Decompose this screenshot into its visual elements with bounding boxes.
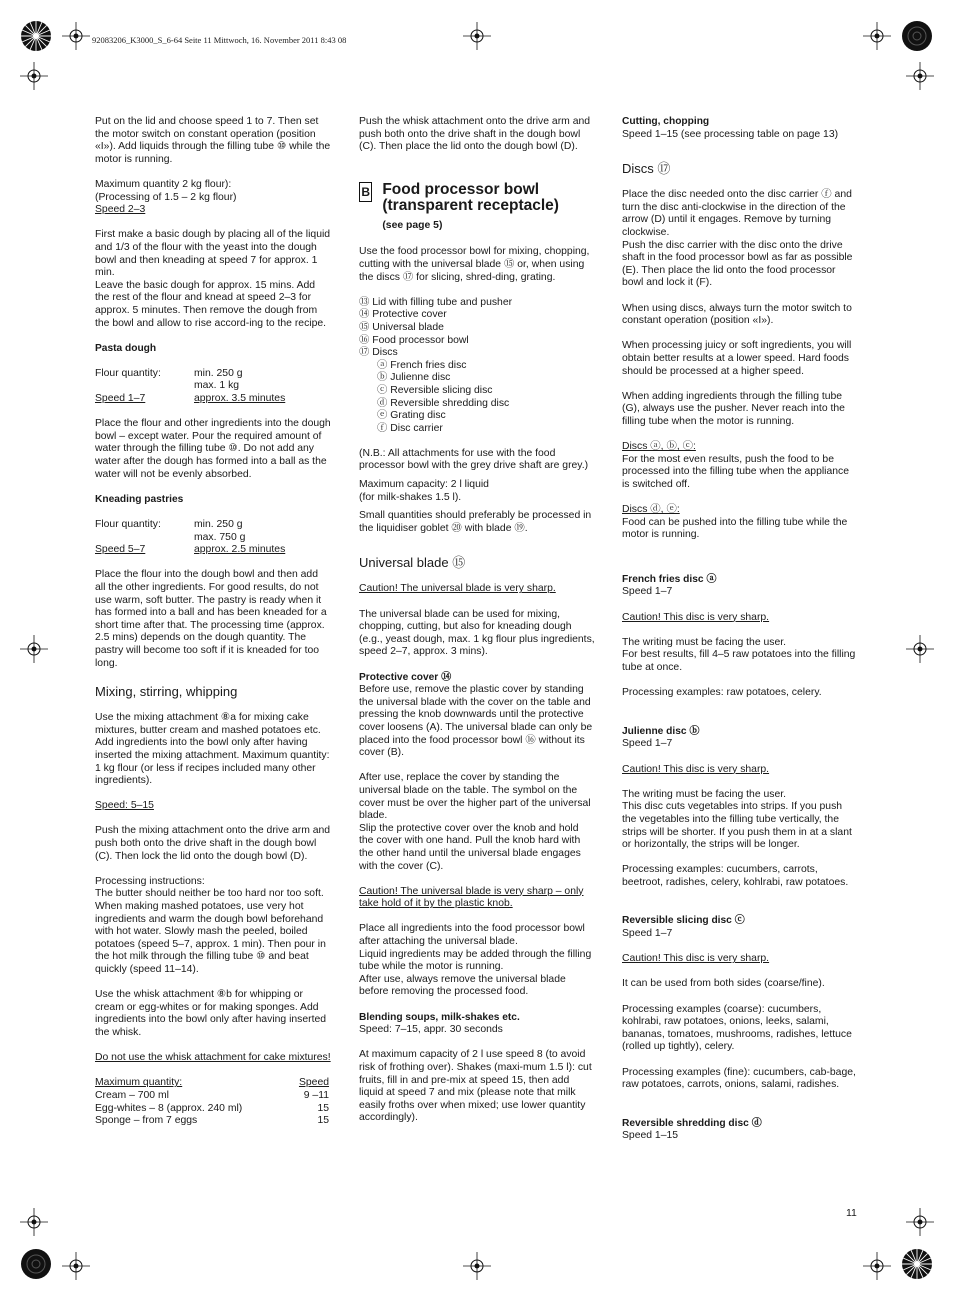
quantity-header: Maximum quantity: [95,1077,183,1089]
registration-wheel-bottom-right [901,1248,933,1280]
paragraph [622,637,858,675]
jul-text: The writing must be facing the user. [622,788,787,800]
protective-cover-block [359,672,595,760]
crosshair-mark-left-3 [20,1208,48,1236]
paragraph: Use the food processor bowl for mixing, chopping, cutting with the universal blade ⑮ or, when using the discs ⑰ for slicing, shred-ding, grating. [359,246,590,283]
list-item: ⓐ French fries disc [377,359,467,371]
discs-abc-text: For the most even results, push the food to be processed into the filling tube when the appliance is switched off. [622,453,850,490]
quantity-item: Cream – 700 ml [95,1089,169,1101]
discs-de-block [622,504,858,542]
column-right [622,116,858,1156]
table-row [95,1090,329,1103]
paragraph [359,772,595,873]
paragraph: Processing examples (coarse): cucumbers, kohlrabi, raw potatoes, onions, leeks, salami, bananas, tomatoes, mushrooms, radishes, lettuce (rolled up tightly), celery. [622,1003,852,1053]
discs-heading: Discs ⑰ [622,161,671,177]
registration-wheel-top-left [20,20,52,52]
speed-header: Speed [298,1077,329,1089]
rest-dough-text: Leave the basic dough for approx. 15 mins. Add the rest of the flour and knead at speed 2–3 for approx. 5 minutes. Then remove the dough from the bowl and allow to rise accord-ing to the recipe. [95,279,327,329]
crosshair-mark-bottom-3 [863,1252,891,1280]
french-fries-block [622,574,858,599]
paragraph: Processing examples (fine): cucumbers, cab-bage, raw potatoes, carrots, onions, salami, radishes. [622,1066,856,1091]
place-text: Place all ingredients into the food processor bowl after attaching the universal blade. [359,923,585,948]
capacity-line: Maximum capacity: 2 l liquid [359,479,489,491]
crosshair-mark-left-1 [20,62,48,90]
protective-cover-text: Before use, remove the plastic cover by standing the universal blade with the cover on the table and pressing the knob downwards until the protective cover loosens (A). The universal blade can only be placed into the food processor bowl ⑯ without its cover (B). [359,684,593,759]
crosshair-mark-top-3 [863,22,891,50]
section-letter-box: B [359,182,372,202]
discs-de-label: Discs ⓓ, ⓔ: [622,504,680,516]
french-fries-heading: French fries disc ⓐ [622,573,717,585]
parts-list [359,297,595,436]
paragraph: Place the flour into the dough bowl and then add all the other ingredients. For good results, do not use warm, soft butter. The pastry is ready when it has formed into a ball and has been kneaded for a short time after that. The processing time (approx. 2.5 mins) depends on the dough quantity. The pastry will become too soft if it is kneaded for too long. [95,569,327,669]
flour-quantity-label: Flour quantity: [95,519,161,530]
paragraph: (N.B.: All attachments for use with the food processor bowl with the grey drive shaft are grey.) [359,447,589,472]
processing-text: The butter should neither be too hard nor too soft. When making mashed potatoes, use very hot ingredients and warm the dough bowl beforehand with hot water. Slowly mash the peeled, boiled potatoes (speed 5–7, approx. 1 min). Then pour in the hot milk through the filling tube ⑩ and beat quickly (speed 11–14). [95,888,326,975]
quantity-speed: 15 [317,1115,329,1127]
flour-max: max. 750 g [194,531,246,543]
crosshair-mark-top-2 [463,22,491,50]
julienne-block [622,726,858,751]
section-b-header [359,182,595,233]
disc-warning: Caution! This disc is very sharp. [622,953,770,965]
discs-abc-block [622,441,858,491]
speed-value: Speed 2–3 [95,204,146,216]
slicing-speed: Speed 1–7 [622,928,673,940]
paragraph [95,229,331,330]
crosshair-mark-bottom-2 [463,1252,491,1280]
list-item: ⑯ Food processor bowl [359,334,469,346]
list-item: ⓕ Disc carrier [377,422,443,434]
pasta-dough-table [95,368,285,406]
max-quantity-line: Maximum quantity 2 kg flour): [95,178,232,190]
section-title: Food processor bowl (transparent receptacle) [382,180,559,214]
list-item: ⑮ Universal blade [359,321,444,333]
shredding-heading: Reversible shredding disc ⓓ [622,1117,762,1129]
paragraph [359,923,595,999]
print-slug: 92083206_K3000_S_6-64 Seite 11 Mittwoch, 16. November 2011 8:43 08 [92,35,347,45]
paragraph [622,189,858,290]
blending-block [359,1012,595,1037]
kneading-pastries-heading: Kneading pastries [95,493,184,505]
shredding-speed: Speed 1–15 [622,1130,679,1142]
paragraph: Push the mixing attachment onto the drive arm and push both onto the drive shaft in the dough bowl (C). Then lock the lid onto the dough bowl (D). [95,825,331,862]
paragraph: When adding ingredients through the filling tube (G), always use the pusher. Never reach into the filling tube when the motor is running. [622,390,845,427]
crosshair-mark-left-2 [20,635,48,663]
speed-value: Speed: 5–15 [95,800,154,812]
quantity-speed: 15 [317,1102,329,1114]
protective-cover-heading: Protective cover ⑭ [359,671,452,683]
column-left [95,116,331,1128]
place-text: Liquid ingredients may be added through the filling tube while the motor is running. [359,948,592,973]
flour-min: min. 250 g [194,367,243,379]
max-quantity-block [95,179,331,217]
julienne-heading: Julienne disc ⓑ [622,725,700,737]
paragraph: Use the mixing attachment ⑧a for mixing cake mixtures, butter cream and mashed potatoes etc. Add ingredients into the bowl only after having inserted the mixing attachment. Maximum quantity: 1 kg flour (or less if recipes included many other ingredients). [95,712,330,787]
paragraph: The universal blade can be used for mixing, chopping, cutting, but also for kneading dough (e.g., yeast dough, max. 1 kg flour plus ingredients, speed 2–7, approx. 3 mins). [359,608,595,658]
crosshair-mark-top-1 [62,22,90,50]
paragraph: When processing juicy or soft ingredients, you will obtain better results at a lower speed. Hard foods should be processed at a higher speed. [622,340,852,377]
processing-time: approx. 2.5 minutes [194,544,286,556]
paragraph: Push the whisk attachment onto the drive arm and push both onto the drive shaft in the dough bowl (C). Then place the lid onto the dough bowl (D). [359,116,591,153]
crosshair-mark-right-3 [906,1208,934,1236]
crosshair-mark-right-1 [906,62,934,90]
paragraph: When using discs, always turn the motor switch to constant operation (position «I»). [622,302,852,327]
flour-quantity-label: Flour quantity: [95,367,161,379]
blade-warning: Caution! The universal blade is very sharp. [359,583,556,595]
paragraph [622,789,858,852]
universal-blade-heading: Universal blade ⑮ [359,555,466,571]
ff-text: The writing must be facing the user. [622,636,787,648]
shredding-block [622,1118,858,1143]
disc-warning: Caution! This disc is very sharp. [622,611,770,623]
section-subtitle: (see page 5) [382,219,443,231]
crosshair-mark-right-2 [906,635,934,663]
mixing-heading: Mixing, stirring, whipping [95,684,238,700]
quantity-item: Sponge – from 7 eggs [95,1115,198,1127]
list-item: ⓒ Reversible slicing disc [377,384,493,396]
paragraph: It can be used from both sides (coarse/fine). [622,978,825,990]
disc-warning: Caution! This disc is very sharp. [622,763,770,775]
column-middle [359,116,595,1138]
processing-range-line: (Processing of 1.5 – 2 kg flour) [95,191,237,203]
kneading-table [95,519,285,557]
flour-max: max. 1 kg [194,380,240,392]
discs-text: Push the disc carrier with the disc onto the drive shaft in the food processor bowl as far as possible (E). Then place the lid onto the food processor bowl and lock it (F). [622,239,853,289]
discs-text: Place the disc needed onto the disc carrier ⓕ and turn the disc anti-clockwise in the direction of the arrow (D) until it engages. Remove by turning clockwise. [622,189,852,238]
table-row [95,1103,329,1116]
paragraph: Small quantities should preferably be processed in the liquidiser goblet ⑳ with blade ⑲. [359,510,592,534]
ff-text: For best results, fill 4–5 raw potatoes into the filling tube at once. [622,649,856,673]
capacity-line: (for milk-shakes 1.5 l). [359,491,462,503]
paragraph: Put on the lid and choose speed 1 to 7. Then set the motor switch on constant operation (position «I»). Add liquids through the filling tube ⑩ while the motor is running. [95,116,331,165]
blade-warning: Caution! The universal blade is very sharp – only take hold of it by the plastic knob. [359,885,584,910]
registration-wheel-top-right [901,20,933,52]
pasta-dough-heading: Pasta dough [95,342,157,354]
basic-dough-text: First make a basic dough by placing all of the liquid and 1/3 of the flour with the yeast into the dough bowl and then kneading at speed 7 for approx. 1 min. [95,229,331,279]
quantity-table [95,1077,329,1127]
list-item: ⑰ Discs [359,347,398,359]
table-row [95,1115,329,1128]
paragraph: Place the flour and other ingredients into the dough bowl – except water. Pour the required amount of water through the filling tube ⑩. Do not add any water after the dough has formed into a ball as the water will not be evenly absorbed. [95,418,331,480]
crosshair-mark-bottom-1 [62,1252,90,1280]
quantity-item: Egg-whites – 8 (approx. 240 ml) [95,1102,243,1114]
registration-wheel-bottom-left [20,1248,52,1280]
cutting-heading: Cutting, chopping [622,116,710,127]
jul-text: This disc cuts vegetables into strips. If you push the vegetables into the filling tube vertically, the strips will be shorter. If you push them in at a slant or horizontally, the strips will be longer. [622,801,852,851]
french-fries-speed: Speed 1–7 [622,586,673,598]
discs-abc-label: Discs ⓐ, ⓑ, ⓒ: [622,441,696,453]
paragraph: Processing examples: cucumbers, carrots, beetroot, radishes, celery, kohlrabi, raw potatoes. [622,864,849,888]
cutting-block [622,116,858,141]
list-item: ⑬ Lid with filling tube and pusher [359,296,513,308]
after-use-text: Slip the protective cover over the knob and hold the cover with one hand. Pull the knob hard with the other hand until the universal blade engages with the cover (C). [359,822,581,872]
processing-time: approx. 3.5 minutes [194,393,286,405]
list-item: ⓓ Reversible shredding disc [377,397,510,409]
after-use-text: After use, replace the cover by standing the universal blade on the table. The symbol on the cover must be over the higher part of the universal blade. [359,772,591,822]
slicing-block [622,915,858,940]
flour-min: min. 250 g [194,519,243,530]
discs-de-text: Food can be pushed into the filling tube while the motor is running. [622,516,848,541]
paragraph: Processing examples: raw potatoes, celery. [622,687,822,699]
capacity-block [359,479,595,504]
whisk-warning: Do not use the whisk attachment for cake mixtures! [95,1052,331,1064]
list-item: ⑭ Protective cover [359,309,447,321]
blending-speed: Speed: 7–15, appr. 30 seconds [359,1024,503,1036]
list-item: ⓑ Julienne disc [377,372,451,384]
julienne-speed: Speed 1–7 [622,738,673,750]
cutting-speed: Speed 1–15 (see processing table on page 13) [622,128,839,140]
list-item: ⓔ Grating disc [377,410,446,422]
processing-instructions [95,876,331,977]
paragraph: At maximum capacity of 2 l use speed 8 (to avoid risk of frothing over). Shakes (maxi-mum 1.5 l): cut fruits, fill in and pre-mix at speed 15, then add liquid at speed 7 and mix (please note that milk easily froths over when mixed; use lower quantity accordingly). [359,1049,592,1124]
quantity-speed: 9 –11 [303,1089,329,1101]
speed-value: Speed 5–7 [95,544,146,556]
place-text: After use, always remove the universal blade before removing the processed food. [359,973,566,998]
paragraph: Use the whisk attachment ⑧b for whipping or cream or egg-whites or for making sponges. Add ingredients into the bowl only after having inserted the whisk. [95,989,327,1038]
page-number: 11 [846,1207,857,1219]
blending-heading: Blending soups, milk-shakes etc. [359,1011,520,1023]
slicing-heading: Reversible slicing disc ⓒ [622,915,745,927]
processing-label: Processing instructions: [95,875,205,887]
speed-value: Speed 1–7 [95,393,146,405]
